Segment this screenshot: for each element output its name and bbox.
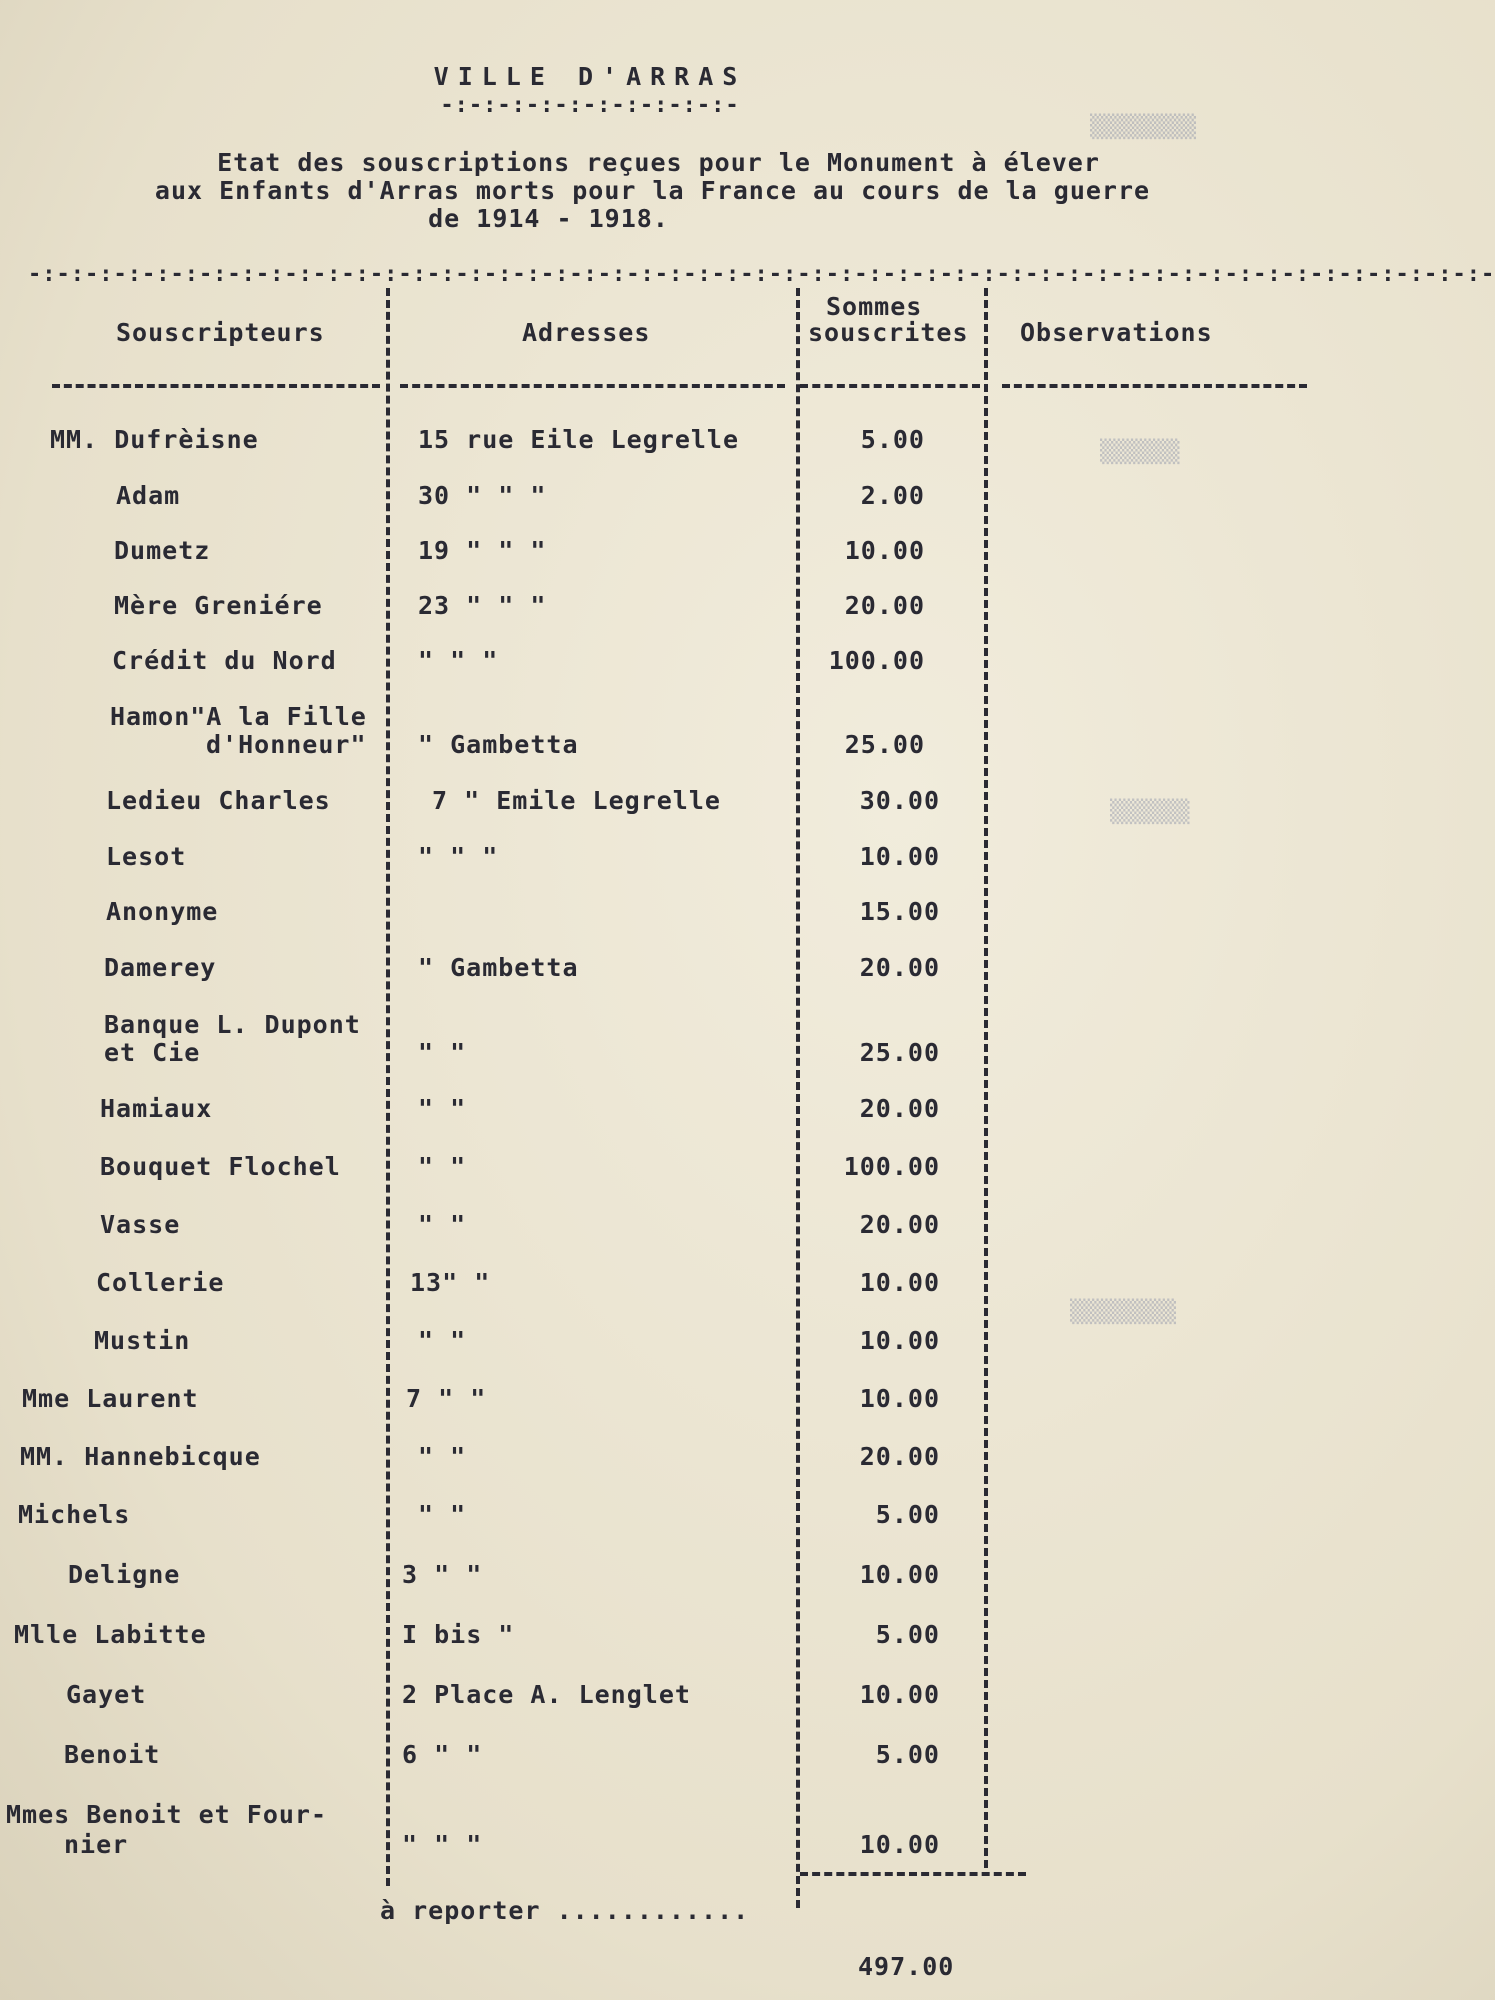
subtitle-line-2: aux Enfants d'Arras morts pour la France au cours de la guerre bbox=[154, 176, 1151, 205]
subscriber-name: MM. Dufrèisne bbox=[50, 425, 259, 454]
subscriber-name-continued: et Cie bbox=[104, 1038, 201, 1067]
subscribed-amount: 10.00 bbox=[859, 842, 940, 871]
show-through-text: ▒▒▒▒▒▒ bbox=[1110, 800, 1190, 825]
subscriber-address: 23 " " " bbox=[418, 591, 547, 620]
show-through-text: ▒▒▒▒▒▒▒▒ bbox=[1070, 1300, 1176, 1325]
subscribed-amount: 10.00 bbox=[859, 1268, 940, 1297]
subscriber-name: Mlle Labitte bbox=[14, 1620, 207, 1649]
subscriber-name: Mmes Benoit et Four- bbox=[6, 1800, 328, 1829]
subscribed-amount: 20.00 bbox=[859, 1094, 940, 1123]
subscribed-amount: 5.00 bbox=[875, 1620, 940, 1649]
subscriber-address: 19 " " " bbox=[418, 536, 547, 565]
subscribed-amount: 100.00 bbox=[828, 646, 925, 675]
subscribed-amount: 5.00 bbox=[875, 1500, 940, 1529]
underline-observations bbox=[1002, 384, 1307, 388]
subscriber-name: Mère Greniére bbox=[114, 591, 323, 620]
subscriber-name: Lesot bbox=[106, 842, 187, 871]
subscriber-name: Michels bbox=[18, 1500, 131, 1529]
subscriber-name: Ledieu Charles bbox=[106, 786, 331, 815]
subscriber-address: " " bbox=[418, 1094, 467, 1123]
subscriber-address: 6 " " bbox=[402, 1740, 483, 1769]
subscribed-amount: 2.00 bbox=[860, 481, 925, 510]
subscriber-name: Crédit du Nord bbox=[112, 646, 337, 675]
subscribed-amount: 10.00 bbox=[859, 1680, 940, 1709]
subscribed-amount: 10.00 bbox=[859, 1384, 940, 1413]
subscribed-amount: 10.00 bbox=[859, 1326, 940, 1355]
header-divider: -:-:-:-:-:-:-:-:-:-:-:-:-:-:-:-:-:-:-:-:-:-:-:-:-:-:-:-:-:-:-:-:-:-:-:-:-:-:-:-:-:-:-:-:-:-:-:-:-:-:-:- bbox=[28, 262, 1495, 287]
subscriber-name-continued: nier bbox=[64, 1830, 129, 1859]
column-separator-1 bbox=[386, 288, 390, 1886]
column-header-subscribers: Souscripteurs bbox=[116, 318, 325, 347]
subscriber-address: " " bbox=[418, 1210, 467, 1239]
subscriber-address: 15 rue Eile Legrelle bbox=[418, 425, 740, 454]
column-header-amounts-line1: Sommes bbox=[826, 292, 923, 321]
subscriber-address: " " bbox=[418, 1442, 467, 1471]
subscriber-address: 3 " " bbox=[402, 1560, 483, 1589]
column-header-addresses: Adresses bbox=[522, 318, 651, 347]
subscriber-name: Mustin bbox=[94, 1326, 191, 1355]
subscribed-amount: 20.00 bbox=[844, 591, 925, 620]
subscriber-address: " " bbox=[418, 1500, 467, 1529]
subscriber-address: " " " bbox=[402, 1830, 483, 1859]
subtotal-line bbox=[800, 1872, 1026, 1876]
subscriber-address: " " bbox=[418, 1152, 467, 1181]
subtitle-line-3: de 1914 - 1918. bbox=[428, 204, 669, 233]
subscriber-address: 2 Place A. Lenglet bbox=[402, 1680, 691, 1709]
subscribed-amount: 25.00 bbox=[844, 730, 925, 759]
subscriber-address: 7 " " bbox=[406, 1384, 487, 1413]
subscribed-amount: 100.00 bbox=[843, 1152, 940, 1181]
subscriber-name: Adam bbox=[116, 481, 181, 510]
subscribed-amount: 5.00 bbox=[860, 425, 925, 454]
subscribed-amount: 25.00 bbox=[859, 1038, 940, 1067]
subscriber-address: 7 " Emile Legrelle bbox=[432, 786, 721, 815]
subscriber-name-continued: d'Honneur" bbox=[206, 730, 367, 759]
subscriber-address: " Gambetta bbox=[418, 953, 579, 982]
subscribed-amount: 30.00 bbox=[859, 786, 940, 815]
subscriber-name: Hamiaux bbox=[100, 1094, 213, 1123]
subscribed-amount: 10.00 bbox=[844, 536, 925, 565]
underline-addresses bbox=[400, 384, 785, 388]
subscriber-name: Bouquet Flochel bbox=[100, 1152, 341, 1181]
subscriber-name: Mme Laurent bbox=[22, 1384, 199, 1413]
subscriber-name: Banque L. Dupont bbox=[104, 1010, 361, 1039]
column-header-amounts-line2: souscrites bbox=[808, 318, 969, 347]
subscriber-name: Vasse bbox=[100, 1210, 181, 1239]
subscriber-address: " " bbox=[418, 1326, 467, 1355]
subtitle-line-1: Etat des souscriptions reçues pour le Monument à élever bbox=[217, 148, 1100, 177]
show-through-text: ▒▒▒▒▒▒▒▒ bbox=[1090, 115, 1196, 140]
underline-subscribers bbox=[52, 384, 380, 388]
subscriber-name: Deligne bbox=[68, 1560, 181, 1589]
document-title: VILLE D'ARRAS bbox=[433, 62, 747, 91]
subscribed-amount: 20.00 bbox=[859, 953, 940, 982]
subscriber-name: Damerey bbox=[104, 953, 217, 982]
subscriber-name: Benoit bbox=[64, 1740, 161, 1769]
column-separator-3 bbox=[984, 288, 988, 1868]
carry-forward-label: à reporter ............ bbox=[380, 1896, 750, 1925]
subscriber-address: I bis " bbox=[402, 1620, 515, 1649]
subscriber-name: Anonyme bbox=[106, 897, 219, 926]
carry-forward-total: 497.00 bbox=[858, 1952, 955, 1981]
subscriber-name: Dumetz bbox=[114, 536, 211, 565]
subscribed-amount: 10.00 bbox=[859, 1830, 940, 1859]
column-header-observations: Observations bbox=[1020, 318, 1213, 347]
subscriber-address: " " " bbox=[418, 646, 499, 675]
title-decoration: -:-:-:-:-:-:-:-:-:-:- bbox=[440, 93, 740, 118]
subscribed-amount: 15.00 bbox=[859, 897, 940, 926]
subscriber-name: MM. Hannebicque bbox=[20, 1442, 261, 1471]
subscriber-name: Gayet bbox=[66, 1680, 147, 1709]
subscriber-address: " Gambetta bbox=[418, 730, 579, 759]
subscribed-amount: 20.00 bbox=[859, 1210, 940, 1239]
subscribed-amount: 10.00 bbox=[859, 1560, 940, 1589]
subscriber-name: Hamon"A la Fille bbox=[110, 702, 367, 731]
subscribed-amount: 20.00 bbox=[859, 1442, 940, 1471]
subscriber-address: " " bbox=[418, 1038, 467, 1067]
subscriber-address: 30 " " " bbox=[418, 481, 547, 510]
underline-amounts bbox=[800, 384, 980, 388]
subscriber-address: " " " bbox=[418, 842, 499, 871]
show-through-text: ▒▒▒▒▒▒ bbox=[1100, 440, 1180, 465]
subscribed-amount: 5.00 bbox=[875, 1740, 940, 1769]
subscriber-address: 13" " bbox=[410, 1268, 491, 1297]
subscriber-name: Collerie bbox=[96, 1268, 225, 1297]
